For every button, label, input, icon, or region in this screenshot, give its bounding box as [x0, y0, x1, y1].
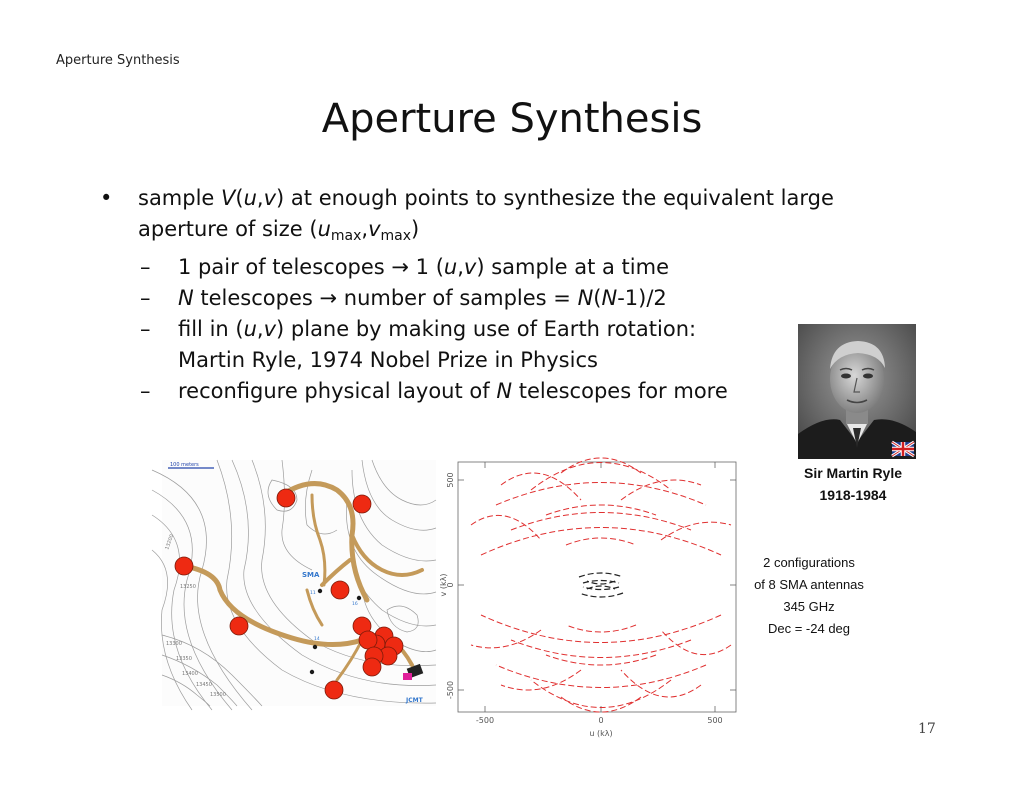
- sub-bullet-reconfigure: – reconfigure physical layout of N telescopes for more: [100, 376, 834, 407]
- config-line-4: Dec = -24 deg: [767, 621, 851, 636]
- martin-ryle-portrait: [798, 324, 916, 459]
- portrait-caption-name: Sir Martin Ryle: [803, 465, 903, 481]
- config-line-3: 345 GHz: [783, 599, 835, 614]
- sub-bullet-marker: –: [140, 255, 151, 279]
- y-tick-neg500: -500: [446, 680, 455, 700]
- sma-pad-map: [162, 460, 436, 706]
- page-number: 17: [918, 721, 936, 737]
- y-axis-label: v (kλ): [439, 573, 448, 597]
- plot-frame: [458, 462, 736, 712]
- config-line-2: of 8 SMA antennas: [754, 577, 864, 592]
- sub-bullet-marker: –: [140, 379, 151, 403]
- svg-text:13450: 13450: [196, 682, 212, 688]
- svg-text:13400: 13400: [182, 671, 198, 677]
- portrait-caption-years: 1918-1984: [819, 487, 887, 503]
- sub-bullet-pair: – 1 pair of telescopes → 1 (u,v) sample at a time: [100, 252, 834, 283]
- svg-text:JCMT: JCMT: [406, 697, 423, 704]
- svg-text:13350: 13350: [176, 656, 192, 662]
- bullet-item-sample: • sample V(u,v) at enough points to synthesize the equivalent large: [100, 183, 834, 214]
- bullet-item-sample-continued: aperture of size $(u_{max},v_{max})$: [138, 217, 420, 244]
- svg-text:100 meters: 100 meters: [170, 462, 199, 468]
- svg-text:13300: 13300: [166, 641, 182, 647]
- x-tick-neg500: -500: [475, 716, 495, 725]
- sub-bullet-marker: –: [140, 317, 151, 341]
- svg-text:SMA: SMA: [302, 571, 320, 579]
- sub-bullet-earth-rotation: – fill in (u,v) plane by making use of Earth rotation:: [100, 314, 834, 345]
- x-axis-label: u (kλ): [589, 729, 613, 738]
- bullet-list: [100, 183, 834, 407]
- sub-bullet-earth-rotation-continued: Martin Ryle, 1974 Nobel Prize in Physics: [178, 348, 598, 372]
- y-tick-500: 500: [446, 472, 455, 488]
- sub-bullet-marker: –: [140, 286, 151, 310]
- svg-text:11: 11: [310, 591, 316, 596]
- x-tick-labels: [476, 716, 723, 725]
- slide-title: Aperture Synthesis: [321, 96, 703, 142]
- config-line-1: 2 configurations: [763, 555, 855, 570]
- uk-flag-icon: [892, 442, 914, 456]
- svg-text:13200: 13200: [164, 533, 176, 551]
- y-tick-0: 0: [446, 582, 455, 588]
- svg-text:13250: 13250: [180, 584, 196, 590]
- uv-coverage-plot: [440, 460, 740, 745]
- x-tick-0: 0: [598, 716, 604, 725]
- slide-header: Aperture Synthesis: [56, 53, 180, 68]
- sub-bullet-n-telescopes: – N telescopes → number of samples = N(N-1)/2: [100, 283, 834, 314]
- svg-text:14: 14: [314, 637, 320, 642]
- svg-text:13500: 13500: [210, 692, 226, 698]
- x-tick-500: 500: [707, 716, 723, 725]
- svg-text:16: 16: [352, 602, 358, 607]
- bullet-marker: •: [100, 186, 113, 210]
